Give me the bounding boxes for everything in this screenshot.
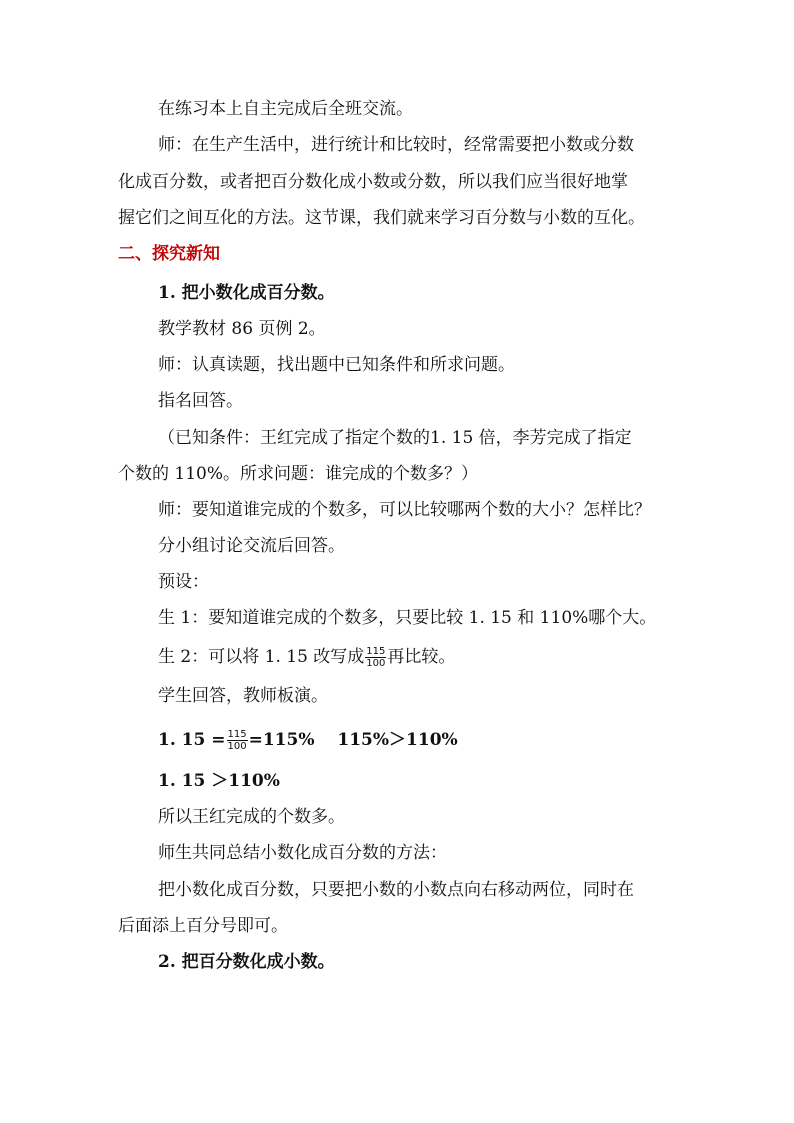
paragraph-line: 师：在生产生活中，进行统计和比较时，经常需要把小数或分数	[158, 135, 634, 155]
equation-line	[158, 728, 458, 752]
text-span: 再比较。	[387, 647, 456, 667]
section-heading: 二、探究新知	[118, 244, 220, 264]
paragraph-line: 预设：	[158, 572, 209, 592]
text-span: 生 2：可以将 1. 15 改写成	[158, 647, 365, 667]
fraction-numerator: 115	[227, 729, 247, 740]
paragraph-line: 所以王红完成的个数多。	[158, 807, 345, 827]
equation-right: =115% 115%＞110%	[248, 730, 458, 750]
paragraph-line: 化成百分数，或者把百分数化成小数或分数，所以我们应当很好地掌	[118, 172, 628, 192]
paragraph-line: 在练习本上自主完成后全班交流。	[158, 99, 413, 119]
fraction-numerator: 115	[366, 646, 386, 657]
paragraph-line: 师：认真读题，找出题中已知条件和所求问题。	[158, 355, 515, 375]
paragraph-line: 师生共同总结小数化成百分数的方法：	[158, 843, 447, 863]
paragraph-line: 教学教材 86 页例 2。	[158, 319, 326, 339]
paragraph-line: （已知条件：王红完成了指定个数的1. 15 倍，李芳完成了指定	[158, 428, 632, 448]
comparison-line: 1. 15 ＞110%	[158, 771, 280, 791]
fraction	[227, 729, 248, 752]
paragraph-line: 生 1：要知道谁完成的个数多，只要比较 1. 15 和 110%哪个大。	[158, 608, 657, 628]
fraction	[365, 646, 386, 669]
paragraph-line: 后面添上百分号即可。	[118, 916, 288, 936]
paragraph-line: 个数的 110%。所求问题：谁完成的个数多？）	[118, 464, 479, 484]
fraction-denominator: 100	[366, 658, 386, 669]
paragraph-line: 学生回答，教师板演。	[158, 686, 328, 706]
paragraph-line: 指名回答。	[158, 391, 243, 411]
paragraph-line-with-fraction	[158, 645, 455, 669]
paragraph-line: 把小数化成百分数，只要把小数的小数点向右移动两位，同时在	[158, 880, 634, 900]
fraction-denominator: 100	[227, 741, 247, 752]
subsection-title: 2. 把百分数化成小数。	[158, 952, 335, 972]
paragraph-line: 师：要知道谁完成的个数多，可以比较哪两个数的大小？怎样比？	[158, 500, 651, 520]
paragraph-line: 分小组讨论交流后回答。	[158, 536, 345, 556]
paragraph-line: 握它们之间互化的方法。这节课，我们就来学习百分数与小数的互化。	[118, 208, 645, 228]
equation-left: 1. 15 =	[158, 730, 226, 750]
subsection-title: 1. 把小数化成百分数。	[158, 283, 335, 303]
